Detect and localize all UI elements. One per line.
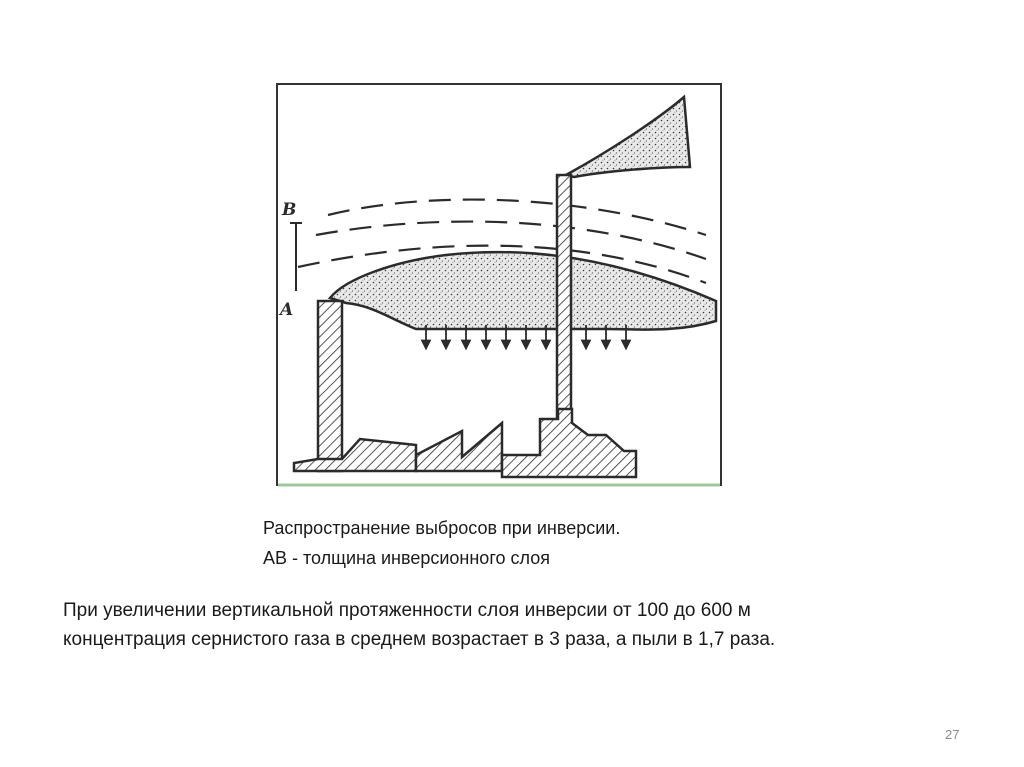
label-a: A: [280, 300, 294, 320]
figure-caption-line-2: АВ - толщина инверсионного слоя: [263, 548, 550, 568]
body-text-line-1: При увеличении вертикальной протяженности слоя инверсии от 100 до 600 м: [63, 600, 751, 621]
inversion-diagram: [276, 83, 722, 488]
short-chimney: [318, 301, 342, 471]
slide-page-number: 27: [945, 727, 960, 742]
inversion-diagram-svg: [276, 83, 722, 488]
label-b: B: [282, 200, 297, 220]
body-text-line-2: концентрация сернистого газа в среднем возрастает в 3 раза, а пыли в 1,7 раза.: [63, 629, 776, 650]
figure-caption-line-1: Распространение выбросов при инверсии.: [263, 518, 621, 538]
tall-chimney: [557, 175, 571, 420]
